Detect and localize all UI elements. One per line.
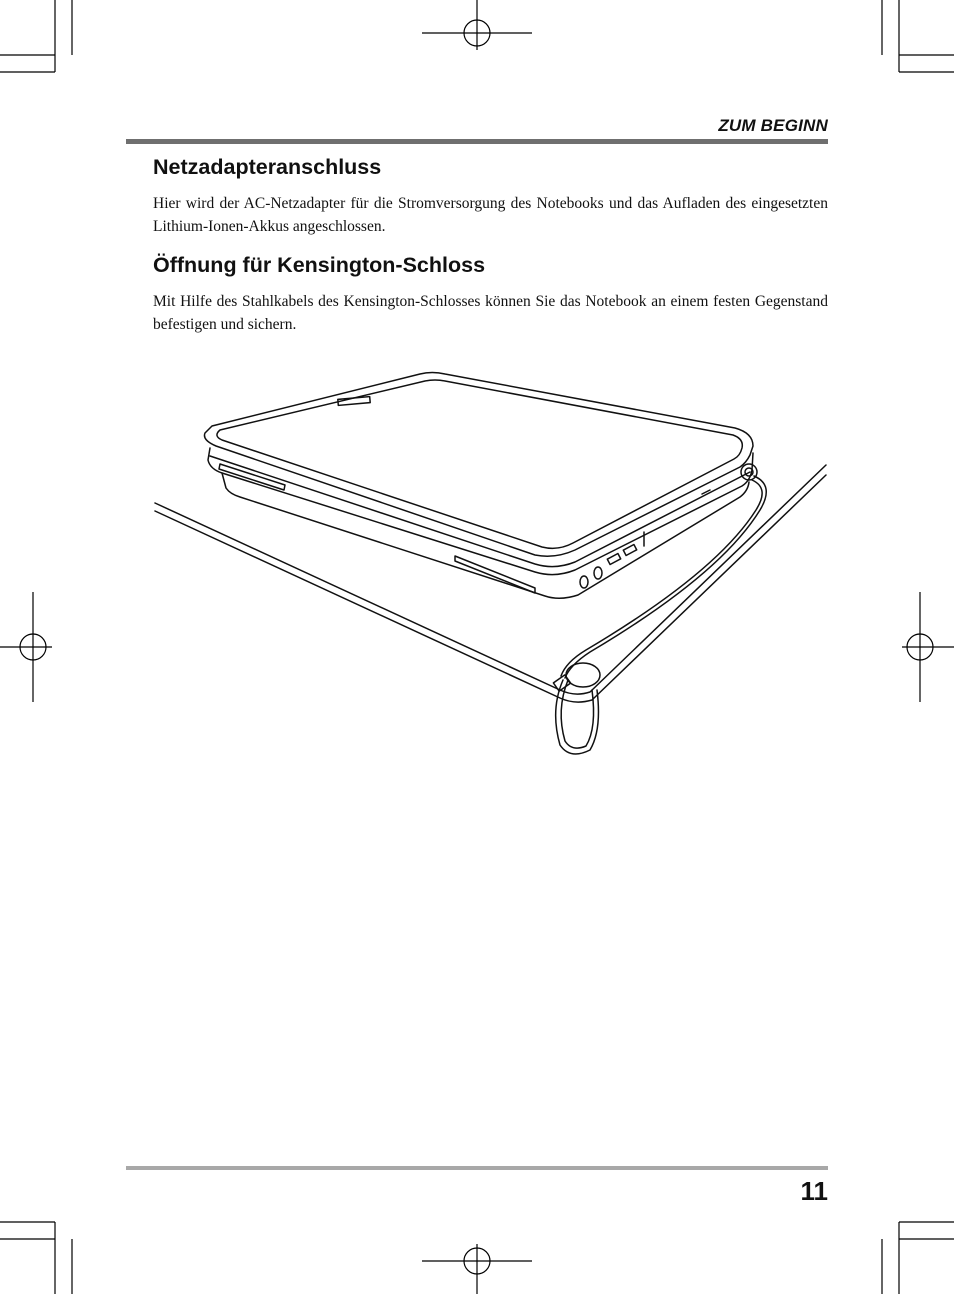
section-heading-power-adapter: Netzadapteranschluss xyxy=(153,155,382,179)
notebook-kensington-illustration xyxy=(150,360,840,760)
running-header-title: ZUM BEGINN xyxy=(718,116,828,135)
section-text-power-adapter: Hier wird der AC-Netzadapter für die Stromversorgung des Notebooks und das Aufladen des eingesetzten Lithium-Ionen-Akkus angeschlossen. xyxy=(153,195,828,235)
page-number: 11 xyxy=(800,1176,828,1206)
header-rule xyxy=(126,139,828,144)
section-heading-kensington: Öffnung für Kensington-Schloss xyxy=(153,253,486,277)
section-text-kensington: Mit Hilfe des Stahlkabels des Kensington-Schlosses können Sie das Notebook an einem festen Gegenstand befestigen und sichern. xyxy=(153,293,828,333)
footer-rule xyxy=(126,1166,828,1170)
